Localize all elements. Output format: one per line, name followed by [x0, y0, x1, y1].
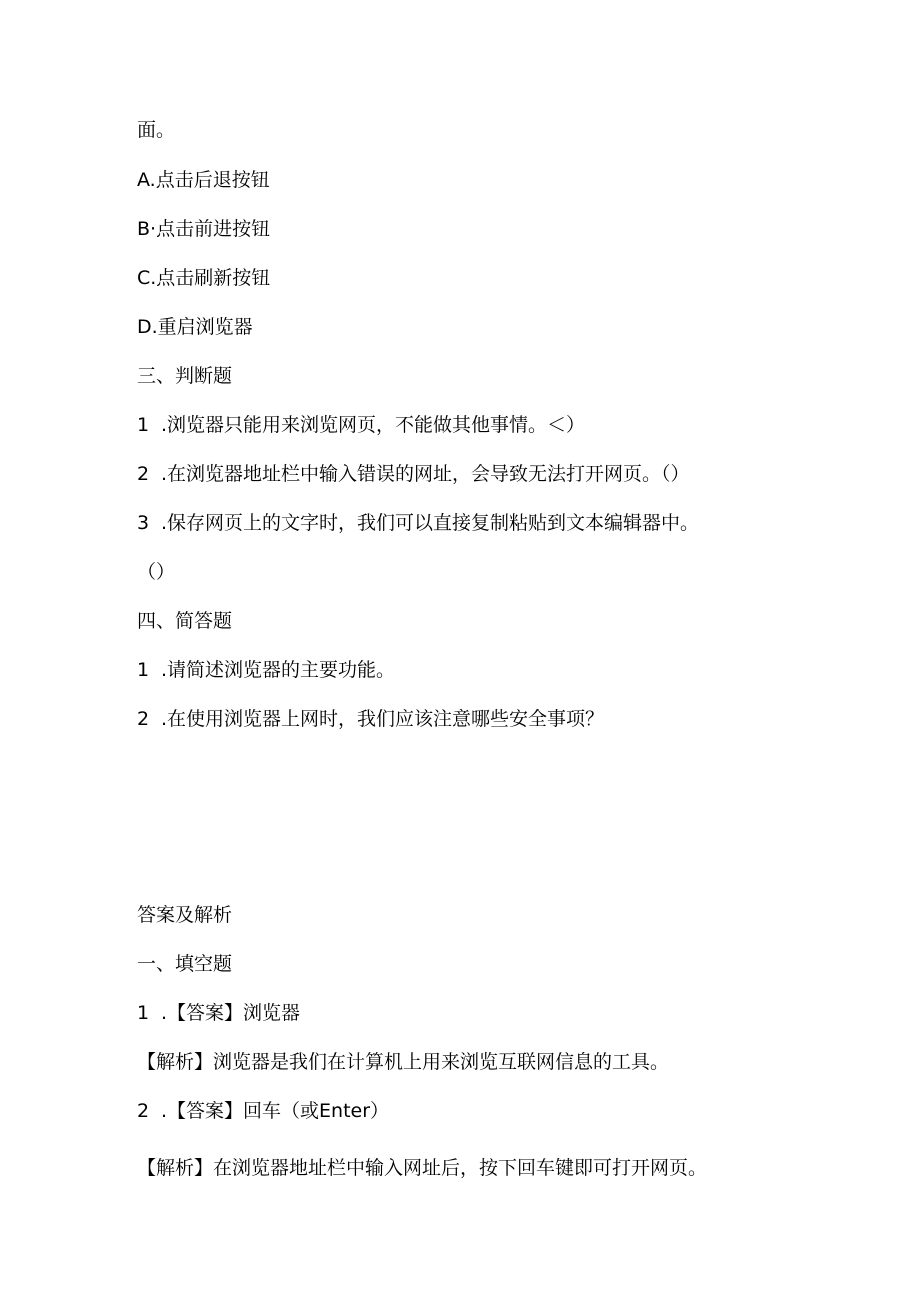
true-false-item — [137, 511, 699, 535]
answer-explanation: 【解析】在浏览器地址栏中输入网址后，按下回车键即可打开网页。 — [137, 1157, 708, 1179]
item-text: .请简述浏览器的主要功能。 — [161, 659, 396, 681]
item-number: 1 — [137, 659, 150, 681]
answer-explanation: 【解析】浏览器是我们在计算机上用来浏览互联网信息的工具。 — [137, 1051, 670, 1073]
item-number: 1 — [137, 1002, 150, 1024]
true-false-item — [137, 462, 690, 486]
section-heading-true-false: 三、判断题 — [137, 365, 233, 387]
answers-title: 答案及解析 — [137, 904, 233, 926]
short-answer-item — [137, 707, 604, 731]
short-answer-item — [137, 658, 395, 682]
item-text: .在使用浏览器上网时，我们应该注意哪些安全事项？ — [161, 708, 605, 730]
item-text: .【答案】浏览器 — [161, 1002, 301, 1024]
option-b: B·点击前进按钮 — [137, 218, 271, 240]
item-number: 2 — [137, 463, 150, 485]
item-text: .在浏览器地址栏中输入错误的网址，会导致无法打开网页。（） — [161, 463, 690, 485]
true-false-item — [137, 413, 585, 437]
item-text: .保存网页上的文字时，我们可以直接复制粘贴到文本编辑器中。 — [161, 512, 700, 534]
item-number: 3 — [137, 512, 150, 534]
answer-item — [137, 1001, 300, 1025]
item-text: .【答案】回车（或Enter） — [161, 1100, 390, 1122]
section-heading-fill-blank: 一、填空题 — [137, 953, 233, 975]
option-d: D.重启浏览器 — [137, 316, 253, 338]
option-a: A.点击后退按钮 — [137, 169, 270, 191]
section-heading-short-answer: 四、简答题 — [137, 610, 233, 632]
item-number: 1 — [137, 414, 150, 436]
answer-item — [137, 1099, 389, 1123]
option-c: C.点击刷新按钮 — [137, 267, 271, 289]
question-continuation: 面。 — [137, 119, 176, 141]
true-false-item-continuation: （） — [137, 561, 176, 583]
item-number: 2 — [137, 1100, 150, 1122]
item-text: .浏览器只能用来浏览网页，不能做其他事情。＜） — [161, 414, 586, 436]
item-number: 2 — [137, 708, 150, 730]
